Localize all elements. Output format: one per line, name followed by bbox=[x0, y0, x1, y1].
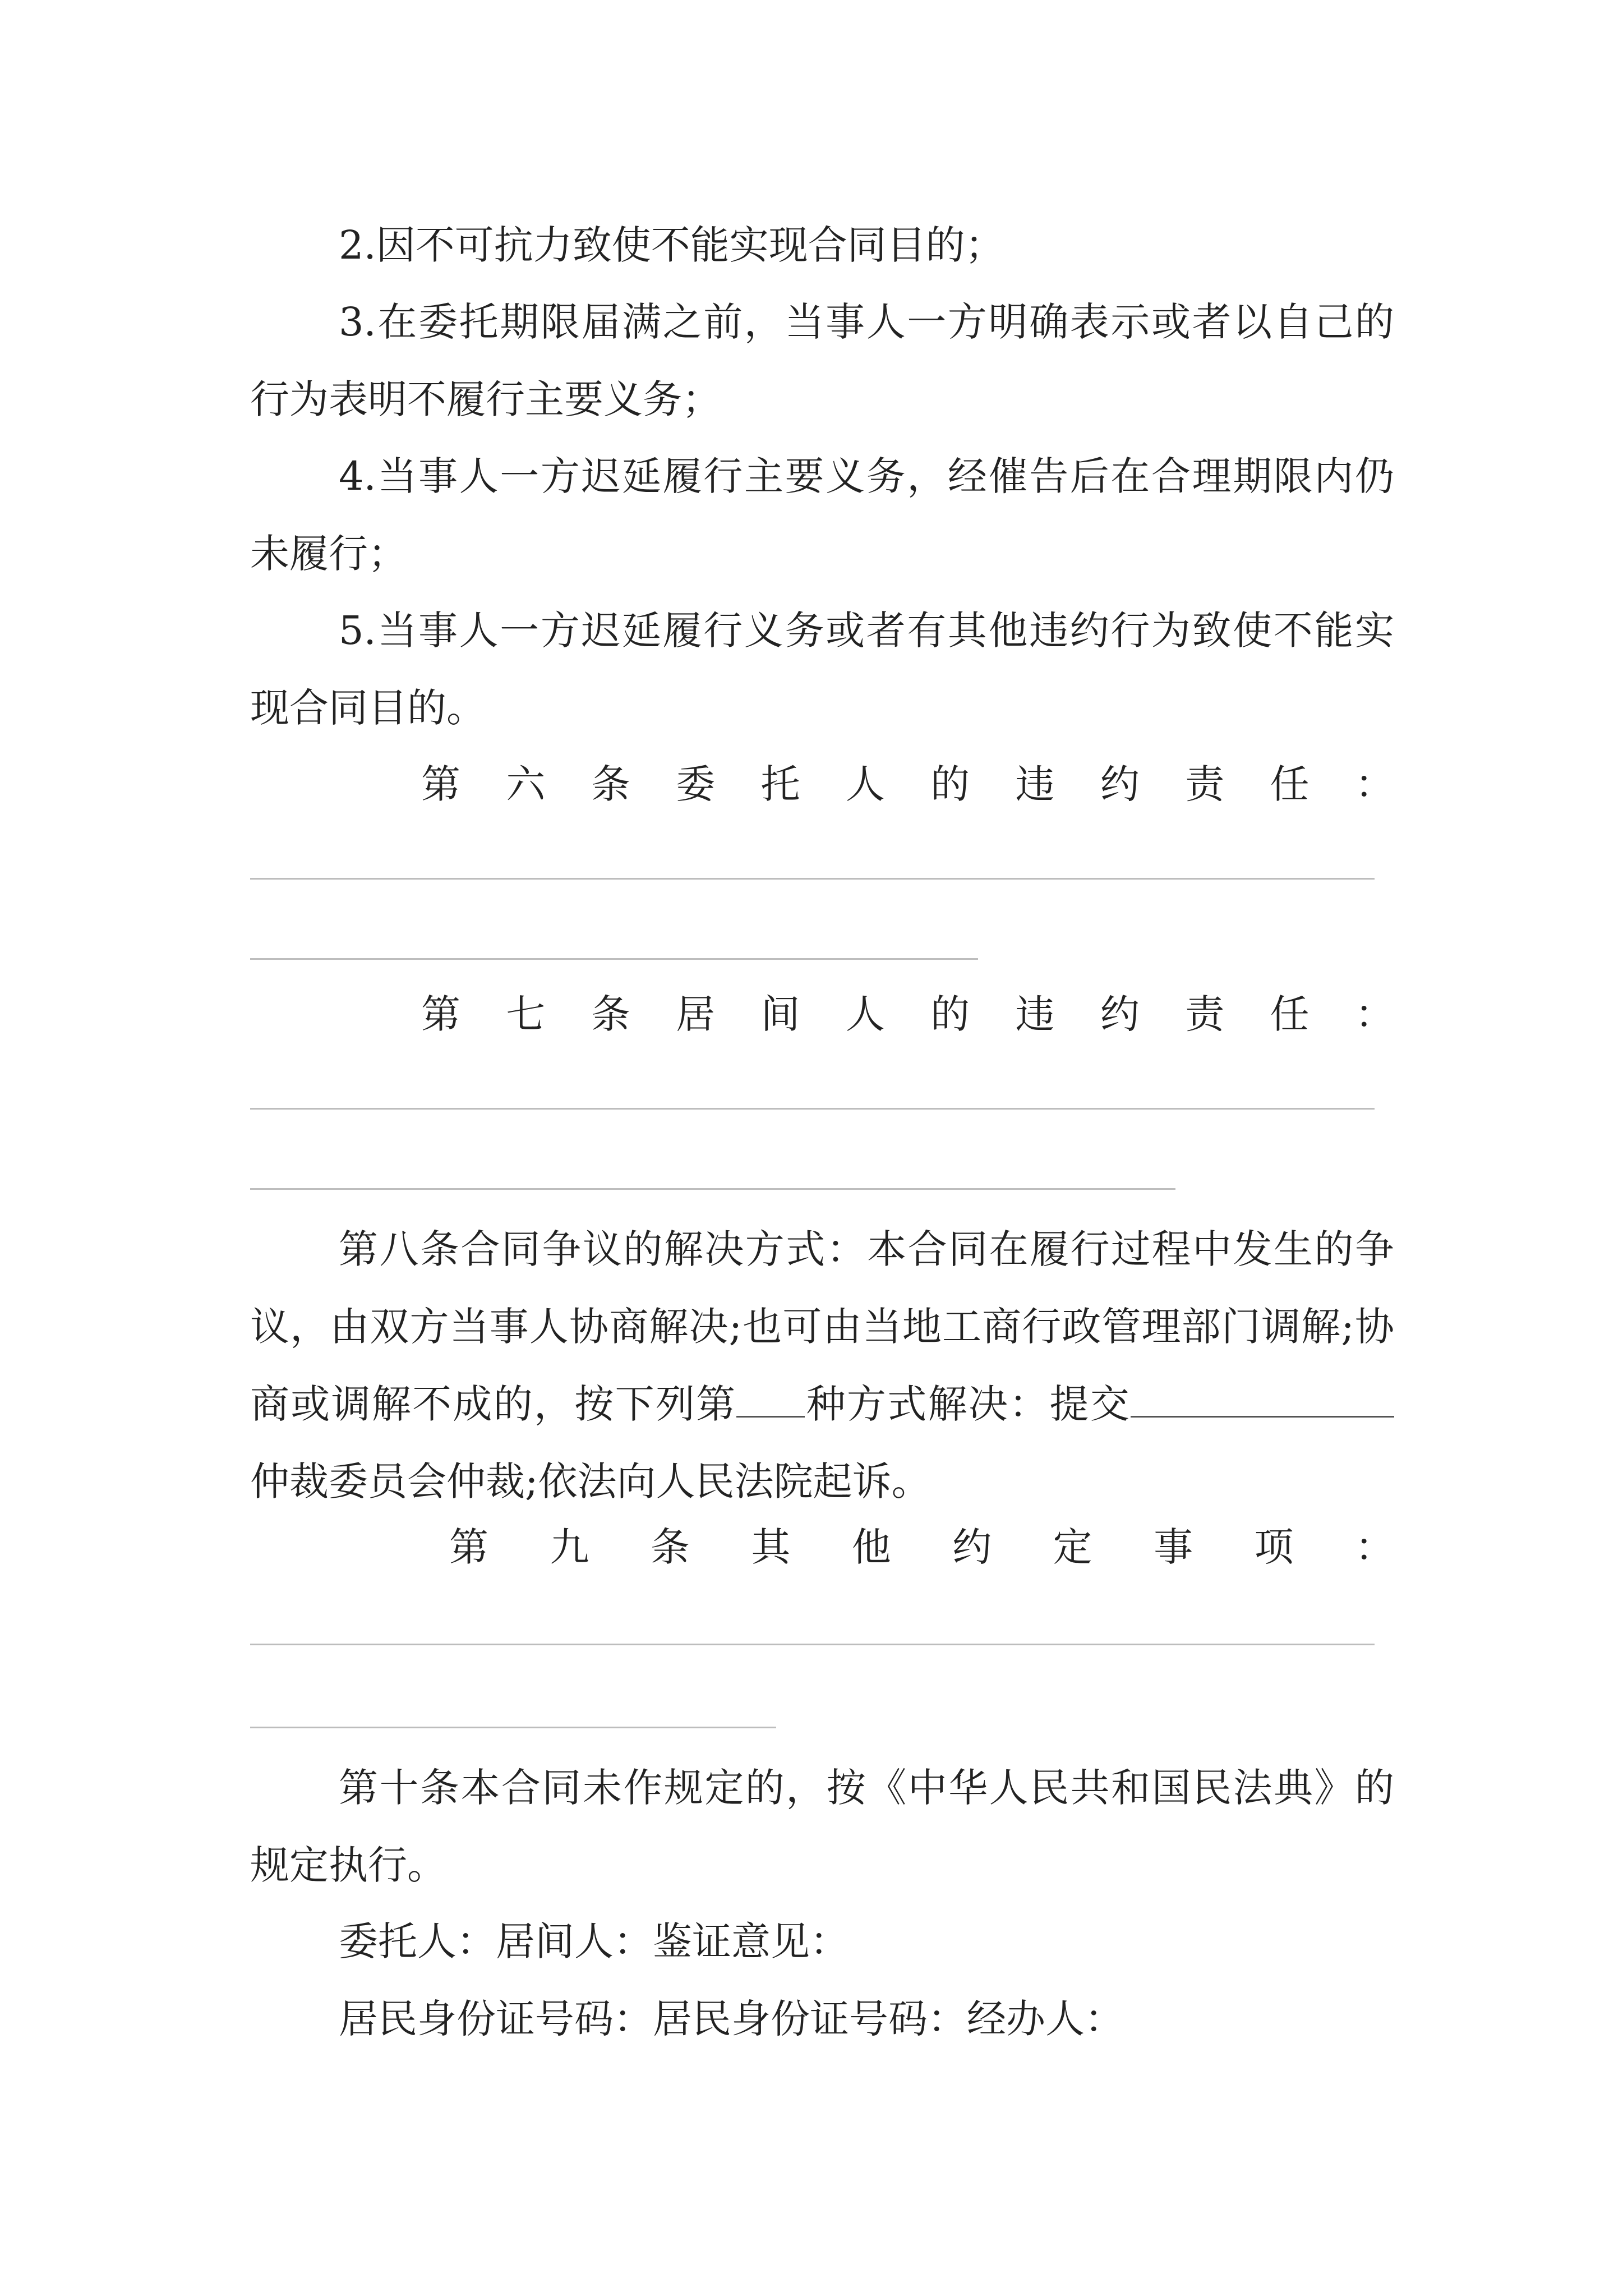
heading-char: 托 bbox=[760, 761, 800, 807]
clause-item-4: 4.当事人一方迟延履行主要义务，经催告后在合理期限内仍未履行； bbox=[250, 453, 1394, 577]
heading-char: 定 bbox=[1053, 1524, 1092, 1570]
article-8-text-1: 第八条合同争议的解决方式：本合同在履行过程中发生的争议，由双方当事人协商解决;也可由当地工商行政管理部门调解;协商或调解不成的，按下列第 bbox=[250, 1226, 1394, 1427]
heading-char: 任 bbox=[1270, 761, 1310, 807]
signature-line-parties: 委托人：居间人：鉴证意见： bbox=[339, 1918, 849, 1964]
blank-arbitration-committee bbox=[1131, 1415, 1394, 1418]
heading-char: 人 bbox=[845, 991, 885, 1037]
heading-char: 的 bbox=[930, 991, 970, 1037]
heading-char: 六 bbox=[506, 761, 546, 807]
article-10: 第十条本合同未作规定的，按《中华人民共和国民法典》的规定执行。 bbox=[250, 1765, 1394, 1888]
heading-char: 委 bbox=[676, 761, 716, 807]
heading-char: 项 bbox=[1254, 1524, 1294, 1570]
fill-in-line bbox=[250, 958, 978, 960]
signature-line-id-numbers: 居民身份证号码：居民身份证号码：经办人： bbox=[339, 1996, 1124, 2042]
heading-char: 居 bbox=[676, 991, 716, 1037]
heading-char: 责 bbox=[1185, 761, 1225, 807]
heading-char: ： bbox=[1354, 991, 1394, 1037]
fill-in-line bbox=[250, 878, 1375, 880]
fill-in-line bbox=[250, 1188, 1175, 1190]
clause-item-3: 3.在委托期限届满之前，当事人一方明确表示或者以自己的行为表明不履行主要义务； bbox=[250, 299, 1394, 422]
heading-char: 约 bbox=[1100, 991, 1140, 1037]
fill-in-line bbox=[250, 1108, 1375, 1110]
heading-char: 间 bbox=[760, 991, 800, 1037]
heading-char: 条 bbox=[591, 761, 630, 807]
heading-char: 第 bbox=[449, 1524, 488, 1570]
article-8-dispute-resolution bbox=[250, 1211, 1394, 1520]
heading-char: 九 bbox=[550, 1524, 589, 1570]
clause-item-5: 5.当事人一方迟延履行义务或者有其他违约行为致使不能实现合同目的。 bbox=[250, 608, 1394, 731]
heading-char: 约 bbox=[1100, 761, 1140, 807]
heading-char: 他 bbox=[851, 1524, 891, 1570]
heading-char: 七 bbox=[506, 991, 546, 1037]
article-8-text-2: 种方式解决：提交 bbox=[805, 1381, 1131, 1427]
heading-char: 人 bbox=[845, 761, 885, 807]
clause-item-2: 2.因不可抗力致使不能实现合同目的； bbox=[339, 222, 1004, 268]
heading-char: 的 bbox=[930, 761, 970, 807]
fill-in-line bbox=[250, 1727, 776, 1728]
heading-char: ： bbox=[1354, 1524, 1394, 1570]
heading-char: 第 bbox=[421, 761, 460, 807]
heading-char: 条 bbox=[591, 991, 630, 1037]
heading-char: 约 bbox=[952, 1524, 992, 1570]
fill-in-line bbox=[250, 1644, 1375, 1645]
article-8-text-3: 仲裁委员会仲裁;依法向人民法院起诉。 bbox=[250, 1458, 931, 1504]
article-7-heading bbox=[250, 986, 1394, 1042]
heading-char: 任 bbox=[1270, 991, 1310, 1037]
heading-char: 违 bbox=[1015, 991, 1055, 1037]
heading-char: ： bbox=[1354, 761, 1394, 807]
heading-char: 事 bbox=[1154, 1524, 1193, 1570]
heading-char: 违 bbox=[1015, 761, 1055, 807]
blank-method-number bbox=[736, 1415, 805, 1418]
article-6-heading bbox=[250, 756, 1394, 812]
article-9-heading bbox=[250, 1519, 1394, 1575]
heading-char: 责 bbox=[1185, 991, 1225, 1037]
heading-char: 其 bbox=[751, 1524, 791, 1570]
heading-char: 条 bbox=[650, 1524, 690, 1570]
heading-char: 第 bbox=[421, 991, 460, 1037]
